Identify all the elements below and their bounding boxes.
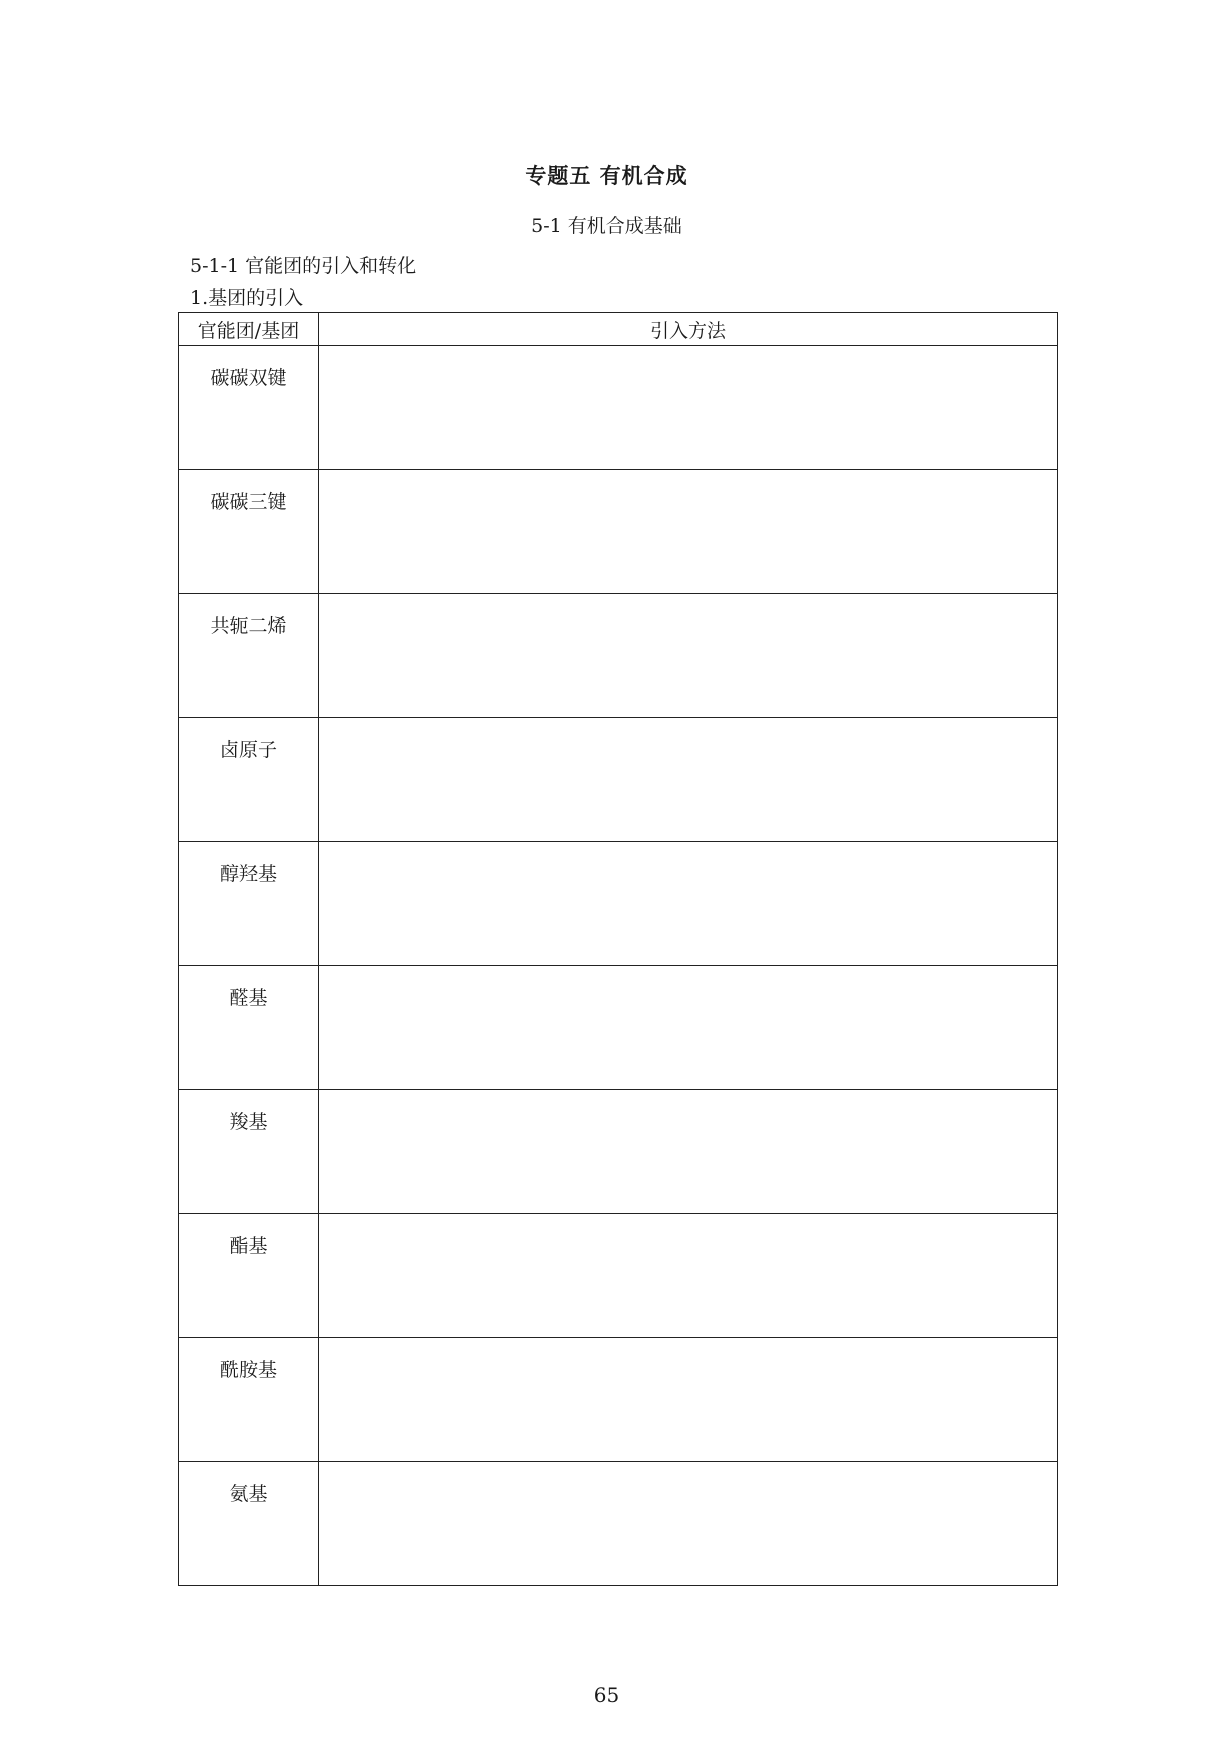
group-label: 碳碳双键 (210, 367, 287, 389)
subsection-title: 5-1-1 官能团的引入和转化 (190, 255, 417, 277)
header-functional-group: 官能团/基团 (179, 313, 319, 346)
page-title: 专题五 有机合成 (525, 164, 688, 188)
group-cell (179, 1214, 319, 1338)
table-row (179, 346, 1058, 470)
group-label: 碳碳三键 (210, 491, 287, 513)
group-label: 酯基 (229, 1235, 268, 1257)
group-label: 醇羟基 (219, 863, 277, 885)
group-cell (179, 470, 319, 594)
group-label: 氨基 (229, 1483, 268, 1505)
group-label: 共轭二烯 (210, 615, 287, 637)
group-cell (179, 346, 319, 470)
group-cell (179, 1338, 319, 1462)
table-row (179, 718, 1058, 842)
table-row (179, 966, 1058, 1090)
table-caption: 1.基团的引入 (190, 287, 304, 309)
group-label: 醛基 (229, 987, 268, 1009)
table-row (179, 1090, 1058, 1214)
functional-group-table (178, 312, 1058, 1586)
group-cell (179, 594, 319, 718)
table-row (179, 1214, 1058, 1338)
table-header-row (179, 313, 1058, 346)
table-row (179, 842, 1058, 966)
group-label: 酰胺基 (219, 1359, 277, 1381)
method-cell (319, 1090, 1058, 1214)
method-cell (319, 1462, 1058, 1586)
group-cell (179, 842, 319, 966)
method-cell (319, 718, 1058, 842)
method-cell (319, 966, 1058, 1090)
table-row (179, 594, 1058, 718)
group-cell (179, 966, 319, 1090)
method-cell (319, 594, 1058, 718)
group-label: 羧基 (229, 1111, 268, 1133)
method-cell (319, 1338, 1058, 1462)
method-cell (319, 346, 1058, 470)
method-cell (319, 1214, 1058, 1338)
group-cell (179, 1462, 319, 1586)
method-cell (319, 842, 1058, 966)
method-cell (319, 470, 1058, 594)
section-title: 5-1 有机合成基础 (531, 215, 682, 237)
header-introduction-method: 引入方法 (319, 313, 1058, 346)
group-cell (179, 1090, 319, 1214)
group-label: 卤原子 (219, 739, 277, 761)
group-cell (179, 718, 319, 842)
table-row (179, 470, 1058, 594)
table-row (179, 1338, 1058, 1462)
page-number: 65 (593, 1683, 620, 1707)
table-row (179, 1462, 1058, 1586)
